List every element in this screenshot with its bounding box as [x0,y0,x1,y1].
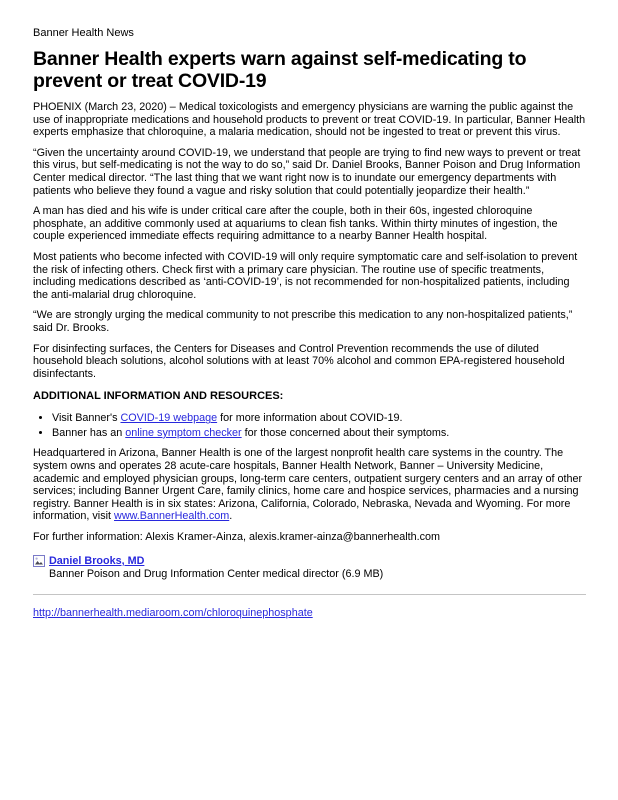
covid19-webpage-link[interactable]: COVID-19 webpage [120,412,218,425]
resources-list [33,412,586,439]
list-item-webpage [52,412,586,425]
paragraph-urging-quote: “We are strongly urging the medical community to not prescribe this medication to any non-hospitalized patients,” said Dr. Brooks. [33,309,573,334]
bullet2-pre-text: Banner has an [52,426,126,439]
attachment-description: Banner Poison and Drug Information Center medical director (6.9 MB) [49,568,384,581]
source-url-link[interactable]: http://bannerhealth.mediaroom.com/chloroquinephosphate [33,606,313,619]
paragraph-dateline: PHOENIX (March 23, 2020) – Medical toxicologists and emergency physicians are warning the public against the use of inappropriate medications and household products to prevent or treat COVID-19. In particular, Banner Health experts emphasize that chloroquine, a malaria medication, should not be ingested to treat or prevent this virus. [33,101,586,139]
bannerhealth-website-link[interactable]: www.BannerHealth.com [114,510,230,523]
paragraph-incident: A man has died and his wife is under critical care after the couple, both in their 60s, ingested chloroquine phosphate, an additive commonly used at aquariums to clean fish tanks. Within thirty minutes of ingestion, the couple experienced immediate effects requiring admittance to a nearby Banner Health hospital. [33,205,558,243]
list-item-symptom-checker [52,427,586,440]
paragraph-quote-brooks: “Given the uncertainty around COVID-19, we understand that people are trying to find new ways to prevent or treat this virus, but self-medicating is not the way to do so,” said Dr. Daniel Brooks, Banner Poison and Drug Information Center medical director. “The last thing that we want right now is to inundate our emergency departments with patients who believe they found a vague and risky solution that could potentially jeopardize their health.” [33,146,581,197]
attachment-daniel-brooks-link[interactable]: Daniel Brooks, MD [49,554,145,567]
bullet1-post-text: for more information about COVID-19. [217,412,403,425]
article-title: Banner Health experts warn against self-medicating to prevent or treat COVID-19 [33,48,527,92]
divider [33,594,586,595]
bullet1-pre-text: Visit Banner's [52,412,121,425]
bullet2-post-text: for those concerned about their symptoms. [241,426,450,439]
contact-line: For further information: Alexis Kramer-Ainza, alexis.kramer-ainza@bannerhealth.com [33,531,441,544]
symptom-checker-link[interactable]: online symptom checker [125,426,242,439]
site-title: Banner Health News [33,27,134,39]
about-pre-text: Headquartered in Arizona, Banner Health is one of the largest nonprofit health care systems in the country. The system owns and operates 28 acute-care hospitals, Banner Health Network, Banner – University Medicine, academic and employed physician groups, long-term care centers, outpatient surgery centers and an array of other services; including Banner Urgent Care, family clinics, home care and hospice services, pharmacies and a nursing registry. Banner Health is in six states: Arizona, California, Colorado, Nebraska, Nevada and Wyoming. For more information, visit [33,447,583,523]
paragraph-about-banner [33,447,586,523]
paragraph-disinfecting: For disinfecting surfaces, the Centers for Diseases and Control Prevention recommends the use of diluted household bleach solutions, alcohol solutions with at least 70% alcohol and common EPA-registered household disinfectants. [33,342,565,380]
attachment-header [33,555,586,568]
about-post-text: . [229,510,233,523]
paragraph-guidance: Most patients who become infected with COVID-19 will only require symptomatic care and self-isolation to prevent the risk of infecting others. Check first with a primary care physician. The routine use of specific treatments, including medications described as ‘anti-COVID-19’, is not recommended for non-hospitalized patients, including the anti-malarial drug chloroquine. [33,250,578,301]
image-attachment-icon [33,555,45,567]
section-heading-resources: ADDITIONAL INFORMATION AND RESOURCES: [33,390,284,403]
media-attachment [33,555,586,581]
